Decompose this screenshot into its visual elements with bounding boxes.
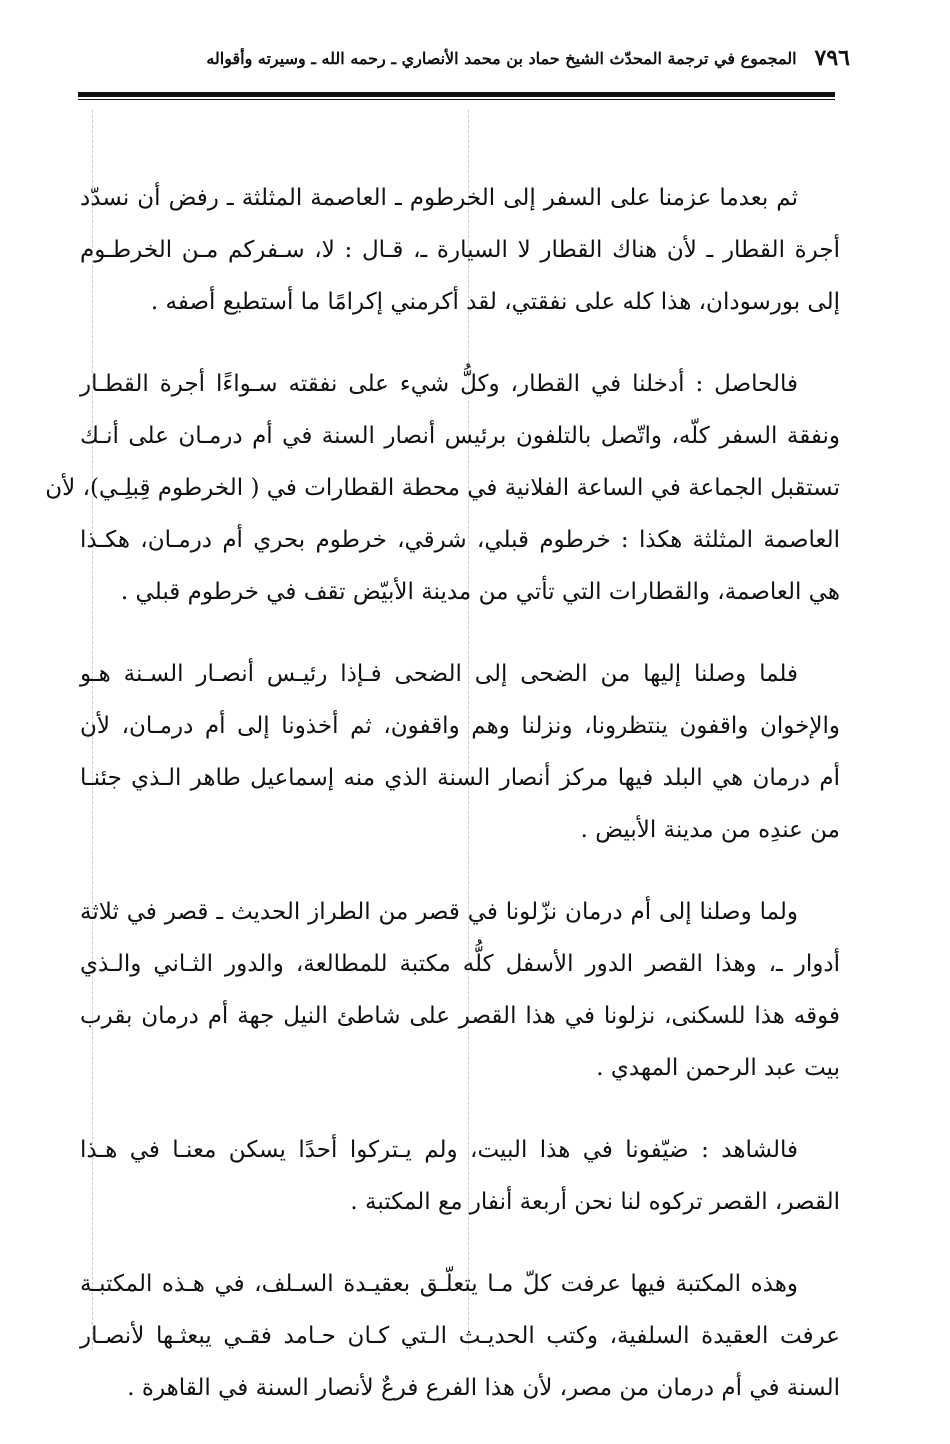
- text-line: أم درمان هي البلد فيها مركز أنصار السنة الذي منه إسماعيل طاهر الـذي جئنـا: [80, 765, 840, 791]
- text-line: فوقه هذا للسكنى، نزلونا في هذا القصر على شاطئ النيل جهة أم درمان بقرب: [80, 1003, 840, 1029]
- text-line: هي العاصمة، والقطارات التي تأتي من مدينة الأبيّض تقف في خرطوم قبلي .: [120, 579, 840, 605]
- paragraph: [80, 1124, 840, 1228]
- text-line: تستقبل الجماعة في الساعة الفلانية في محطة القطارات في ( الخرطوم قِبلِـي)، لأن: [45, 475, 840, 501]
- page-header: [175, 40, 850, 76]
- text-line: ونفقة السفر كلّه، واتّصل بالتلفون برئيس أنصار السنة في أم درمـان على أنـك: [80, 423, 840, 449]
- text-line: فالشاهد : ضيّفونا في هذا البيت، ولم يـتركوا أحدًا يسكن معنـا في هـذا: [80, 1137, 798, 1163]
- text-line: فلما وصلنا إليها من الضحى إلى الضحى فـإذا رئيـس أنصـار السـنة هـو: [80, 661, 798, 687]
- paragraph: [80, 172, 840, 328]
- text-line: فالحاصل : أدخلنا في القطار، وكلُّ شيء على نفقته سـواءًا أجرة القطـار: [80, 371, 798, 397]
- text-line: والإخوان واقفون ينتظرونا، ونزلنا وهم واقفون، ثم أخذونا إلى أم درمـان، لأن: [80, 713, 840, 739]
- text-line: أجرة القطار ـ لأن هناك القطار لا السيارة ـ، قـال : لا، سـفركم مـن الخرطـوم: [80, 237, 840, 263]
- paragraph: [80, 1258, 840, 1414]
- text-line: بيت عبد الرحمن المهدي .: [596, 1055, 840, 1081]
- text-line: القصر، القصر تركوه لنا نحن أربعة أنفار مع المكتبة .: [350, 1189, 840, 1215]
- running-title: المجموع في ترجمة المحدّث الشيخ حماد بن محمد الأنصاري ـ رحمه الله ـ وسيرته وأقواله: [206, 48, 797, 68]
- text-line: من عندِه من مدينة الأبيض .: [580, 817, 840, 843]
- paragraph: [45, 358, 840, 618]
- header-rule-thick: [78, 92, 835, 97]
- text-line: ولما وصلنا إلى أم درمان نزّلونا في قصر من الطراز الحديث ـ قصر في ثلاثة: [80, 899, 798, 925]
- page-number: ٧٩٦: [814, 45, 850, 71]
- paragraph: [80, 886, 840, 1094]
- text-line: السنة في أم درمان من مصر، لأن هذا الفرع فرعٌ لأنصار السنة في القاهرة .: [127, 1375, 840, 1401]
- paragraph: [80, 648, 840, 856]
- text-line: عرفت العقيدة السلفية، وكتب الحديـث الـتي كـان حـامد فقـي يبعثـها لأنصـار: [80, 1323, 840, 1349]
- text-line: العاصمة المثلثة هكذا : خرطوم قبلي، شرقي، خرطوم بحري أم درمـان، هكـذا: [80, 527, 840, 553]
- text-line: إلى بورسودان، هذا كله على نفقتي، لقد أكرمني إكرامًا ما أستطيع أصفه .: [150, 289, 840, 315]
- text-line: ثم بعدما عزمنا على السفر إلى الخرطوم ـ العاصمة المثلثة ـ رفض أن نسدّد: [80, 185, 798, 211]
- text-line: أدوار ـ، وهذا القصر الدور الأسفل كلُّه مكتبة للمطالعة، والدور الثـاني والـذي: [80, 951, 840, 977]
- text-line: وهذه المكتبة فيها عرفت كلّ مـا يتعلّـق بعقيـدة السـلف، في هـذه المكتبـة: [80, 1271, 798, 1297]
- header-rule-thin: [78, 99, 835, 100]
- body-text: [45, 172, 840, 1444]
